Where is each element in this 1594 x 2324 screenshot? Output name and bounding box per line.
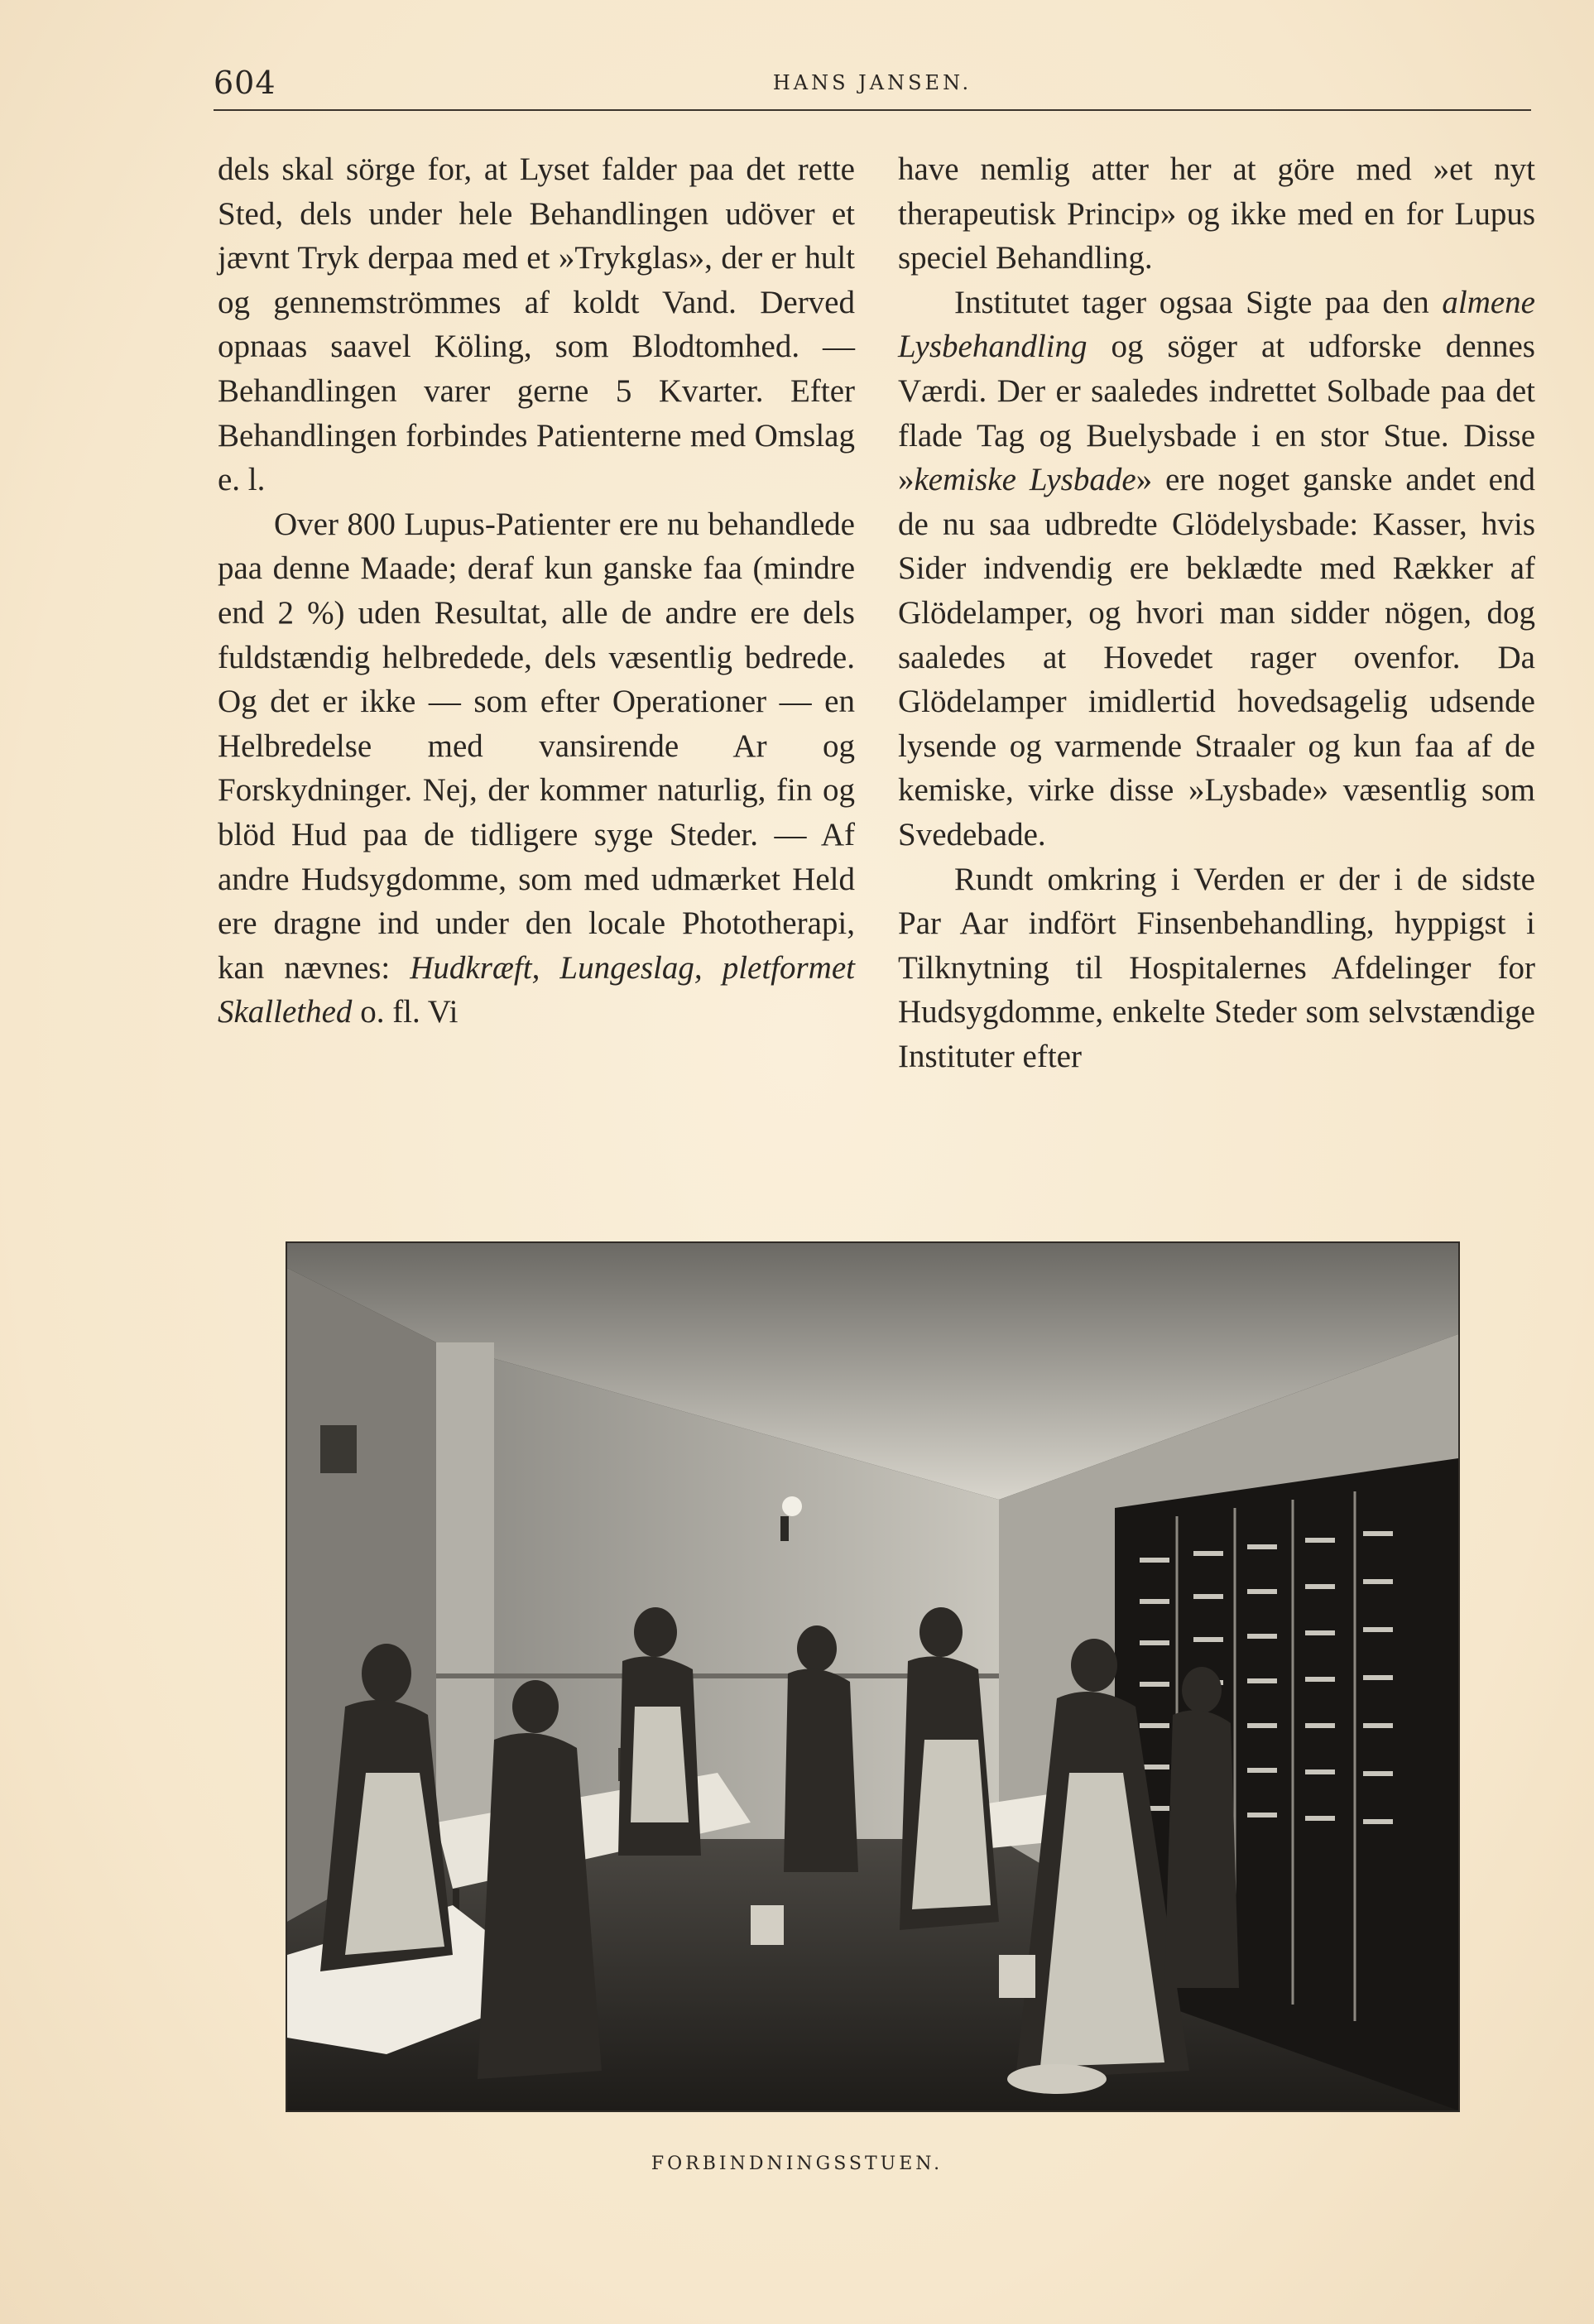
right-paragraph-1: have nemlig atter her at göre med »et nyt therapeutisk Princip» og ikke med en for Lupus speciel Behandling. bbox=[898, 151, 1535, 276]
right-column bbox=[898, 147, 1535, 1078]
right-paragraph-2-italic-2: kemiske Lysbade bbox=[914, 462, 1136, 498]
running-head: HANS JANSEN. bbox=[772, 71, 972, 94]
figure-caption: FORBINDNINGSSTUEN. bbox=[651, 2154, 943, 2174]
page-number: 604 bbox=[214, 65, 276, 101]
left-paragraph-2-italic: Hudkræft, Lungeslag, pletformet Skallethed bbox=[218, 949, 855, 1030]
treatment-room-photo bbox=[287, 1243, 1458, 2110]
right-paragraph-2-text-b: og söger at udforske dennes Værdi. Der er saaledes indrettet Solbade paa det flade Tag og Buelysbade i en stor Stue. Disse » bbox=[898, 329, 1535, 498]
photograph-plate bbox=[286, 1241, 1460, 2112]
right-paragraph-2 bbox=[898, 281, 1535, 857]
page-header bbox=[214, 65, 1531, 106]
right-paragraph-2-text: Institutet tager ogsaa Sigte paa den bbox=[954, 284, 1443, 320]
right-paragraph-2-italic-1: almene Lysbehandling bbox=[898, 284, 1535, 365]
left-column bbox=[218, 147, 855, 1035]
right-paragraph-3: Rundt omkring i Verden er der i de sidste Par Aar indfört Finsenbehandling, hyppigst i Tilknytning til Hospitalernes Afdelinger for Hudsygdomme, enkelte Steder som selvstændige Instituter efter bbox=[898, 861, 1535, 1074]
left-paragraph-2 bbox=[218, 502, 855, 1035]
left-paragraph-2-text: Over 800 Lupus-Patienter ere nu behandlede paa denne Maade; deraf kun ganske faa (mindre end 2 %) uden Resultat, alle de andre ere dels fuldstændig helbredede, dels væsentlig bedrede. Og det er ikke — som efter Operationer — en Helbredelse med vansirende Ar og Forskydninger. Nej, der kommer naturlig, fin og blöd Hud paa de tidligere syge Steder. — Af andre Hudsygdomme, som med udmærket Held ere dragne ind under den locale Phototherapi, kan nævnes: bbox=[218, 506, 855, 986]
right-paragraph-2-text-c: » ere noget ganske andet end de nu saa udbredte Glödelysbade: Kasser, hvis Sider indvendig ere beklædte med Rækker af Glödelamper, og hvori man sidder nögen, dog saaledes at Hovedet rager ovenfor. Da Glödelamper imidlertid hovedsagelig udsende lysende og varmende Straaler og kun faa af de kemiske, virke disse »Lysbade» væsentlig som Svedebade. bbox=[898, 462, 1535, 852]
left-paragraph-1: dels skal sörge for, at Lyset falder paa det rette Sted, dels under hele Behandlingen udöver et jævnt Tryk derpaa med et »Trykglas», der er hult og gennemströmmes af koldt Vand. Derved opnaas saavel Köling, som Blodtomhed. — Behandlingen varer gerne 5 Kvarter. Efter Behandlingen forbindes Patienterne med Omslag e. l. bbox=[218, 151, 855, 498]
header-rule bbox=[214, 109, 1531, 111]
left-paragraph-2-tail: o. fl. Vi bbox=[352, 994, 459, 1030]
